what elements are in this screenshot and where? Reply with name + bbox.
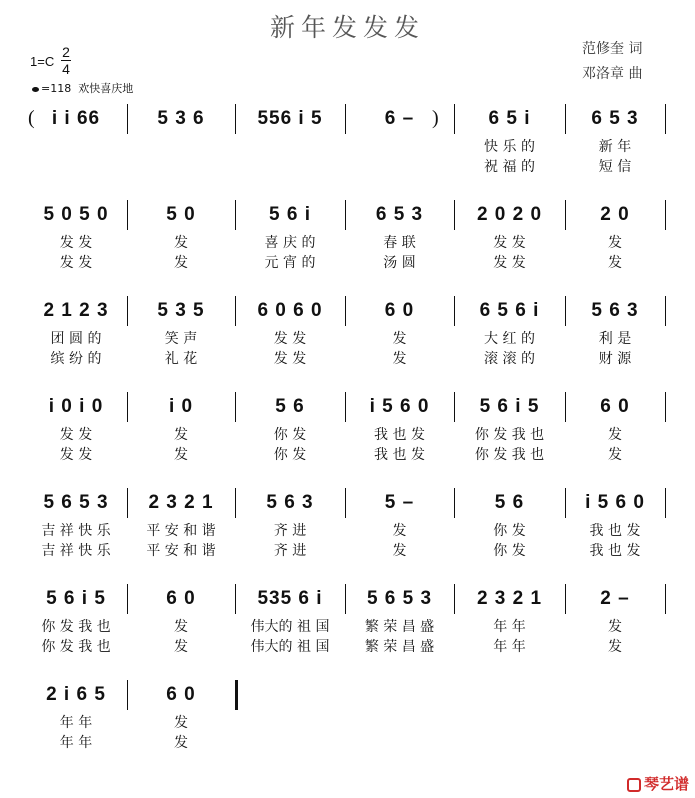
- measure-notes: 6 5 6 i: [479, 300, 540, 321]
- measure: [349, 388, 450, 478]
- measure: [131, 100, 231, 190]
- measure-notes: 5 0: [166, 204, 196, 225]
- measure-notes: i 5 6 0: [369, 396, 430, 417]
- barline: [665, 296, 666, 326]
- barline: [565, 296, 566, 326]
- tempo-marking: [32, 80, 133, 96]
- lyric-verse-2: 发: [608, 255, 622, 271]
- measure-notes: 2 3 2 1: [148, 492, 214, 513]
- lyric-verse-1: 大 红 的: [484, 331, 535, 347]
- lyric-verse-1: 你 发: [493, 523, 526, 539]
- staff-system: [0, 388, 695, 478]
- measure-notes: 6 –: [384, 108, 415, 129]
- quarter-note-icon: [32, 87, 39, 92]
- barline: [565, 104, 566, 134]
- measure-notes: 5 6 i 5: [479, 396, 540, 417]
- staff-system: [0, 292, 695, 382]
- measure: [239, 292, 341, 382]
- watermark-logo: [627, 773, 689, 794]
- barline: [127, 584, 128, 614]
- lyric-verse-1: 发: [174, 235, 188, 251]
- lyric-verse-2: 发: [608, 639, 622, 655]
- lyric-verse-2: 伟大的 祖 国: [250, 639, 330, 655]
- lyric-verse-2: 发: [174, 447, 188, 463]
- time-denominator: 4: [62, 61, 70, 77]
- lyric-verse-1: 发 发: [59, 427, 93, 443]
- lyric-verse-2: 我 也 发: [374, 447, 425, 463]
- lyric-verse-2: 繁 荣 昌 盛: [364, 639, 435, 655]
- lyric-verse-1: [239, 137, 341, 155]
- final-barline: [235, 680, 238, 710]
- measure: [569, 388, 661, 478]
- time-numerator: 2: [62, 44, 70, 60]
- lyric-verse-2: 发: [174, 735, 188, 751]
- barline: [127, 104, 128, 134]
- intro-open-paren: (: [28, 107, 35, 129]
- lyric-verse-2: 发 发: [59, 447, 93, 463]
- barline: [235, 488, 236, 518]
- lyric-verse-2: [349, 157, 450, 175]
- lyric-verse-2: [239, 157, 341, 175]
- measure: [458, 100, 561, 190]
- lyric-verse-2: 年 年: [59, 735, 93, 751]
- staff-system: [0, 484, 695, 574]
- measure-notes: 6 0: [384, 300, 415, 321]
- measure: [29, 196, 123, 286]
- lyric-verse-1: 发: [174, 619, 188, 635]
- measure: [131, 292, 231, 382]
- lyric-verse-2: 祝 福 的: [484, 159, 535, 175]
- measure-notes: 6 5 3: [591, 108, 639, 129]
- measure-notes: 5 6 5 3: [43, 492, 109, 513]
- measure: [349, 484, 450, 574]
- lyric-verse-1: 吉 祥 快 乐: [41, 523, 111, 539]
- lyric-verse-2: 吉 祥 快 乐: [41, 543, 111, 559]
- lyric-verse-1: 我 也 发: [589, 523, 641, 539]
- tempo-expression: 欢快喜庆地: [78, 82, 134, 95]
- lyric-verse-2: 你 发 我 也: [41, 639, 111, 655]
- lyric-verse-2: 平 安 和 谐: [146, 543, 216, 559]
- barline: [345, 488, 346, 518]
- measure-notes: i i 66: [51, 108, 101, 129]
- measure: [131, 580, 231, 670]
- lyric-verse-2: 你 发: [493, 543, 526, 559]
- tempo-value: =118: [41, 82, 72, 95]
- measure: [569, 580, 661, 670]
- barline: [454, 392, 455, 422]
- measure: [239, 388, 341, 478]
- lyric-verse-1: 笑 声: [164, 331, 198, 347]
- measure-notes: 6 0 6 0: [257, 300, 323, 321]
- lyric-verse-2: 发: [392, 351, 407, 367]
- barline: [235, 200, 236, 230]
- measure: [29, 676, 123, 766]
- measure: [239, 484, 341, 574]
- measure-notes: 2 –: [600, 588, 630, 609]
- measure: [131, 676, 231, 766]
- measure: [569, 100, 661, 190]
- measure: [29, 580, 123, 670]
- measure: [239, 100, 341, 190]
- lyric-verse-2: 滚 滚 的: [484, 351, 535, 367]
- intro-close-paren: ): [432, 107, 439, 129]
- lyric-verse-2: 发: [174, 255, 188, 271]
- measure-notes: 5 6: [275, 396, 305, 417]
- barline: [665, 488, 666, 518]
- lyric-verse-1: 平 安 和 谐: [146, 523, 216, 539]
- measure-notes: 5 6 i: [269, 204, 311, 225]
- lyric-verse-1: 利 是: [598, 331, 632, 347]
- measure-notes: 2 0: [600, 204, 630, 225]
- measure: [131, 388, 231, 478]
- measure: [131, 196, 231, 286]
- lyric-verse-2: 元 宵 的: [264, 255, 316, 271]
- lyric-verse-1: 新 年: [598, 139, 632, 155]
- barline: [345, 296, 346, 326]
- lyric-verse-1: [131, 137, 231, 155]
- barline: [345, 392, 346, 422]
- lyric-verse-1: 你 发: [273, 427, 307, 443]
- lyric-verse-1: 团 圆 的: [50, 331, 102, 347]
- barline: [235, 392, 236, 422]
- lyric-verse-2: 发 发: [273, 351, 307, 367]
- measure: [458, 292, 561, 382]
- lyric-verse-1: 发 发: [273, 331, 307, 347]
- lyric-verse-1: 发: [608, 235, 622, 251]
- measure-notes: 535 6 i: [257, 588, 323, 609]
- lyric-verse-2: 发: [608, 447, 622, 463]
- measure: [29, 100, 123, 190]
- barline: [665, 584, 666, 614]
- barline: [454, 584, 455, 614]
- lyric-verse-1: 发: [174, 715, 188, 731]
- measure-notes: 5 6 5 3: [366, 588, 433, 609]
- measure-notes: 6 5 3: [375, 204, 424, 225]
- lyric-verse-1: [29, 137, 123, 155]
- measure-notes: 6 0: [166, 588, 196, 609]
- barline: [127, 200, 128, 230]
- lyric-verse-2: 汤 圆: [383, 255, 416, 271]
- measure-notes: i 0: [168, 396, 194, 417]
- lyric-verse-2: 发: [174, 639, 188, 655]
- barline: [665, 104, 666, 134]
- lyric-verse-1: 春 联: [383, 235, 416, 251]
- measure: [29, 388, 123, 478]
- lyric-verse-1: 伟大的 祖 国: [250, 619, 330, 635]
- barline: [665, 200, 666, 230]
- logo-icon: [627, 778, 641, 792]
- barline: [565, 392, 566, 422]
- measure: [29, 292, 123, 382]
- measure: [29, 484, 123, 574]
- barline: [565, 488, 566, 518]
- barline: [454, 200, 455, 230]
- lyric-verse-1: 发 发: [59, 235, 93, 251]
- lyric-verse-2: 发 发: [59, 255, 93, 271]
- measure: [569, 196, 661, 286]
- staff-system: [0, 196, 695, 286]
- staff-system: [0, 580, 695, 670]
- lyric-verse-1: 年 年: [59, 715, 93, 731]
- measure-notes: 5 6: [494, 492, 525, 513]
- time-signature: [60, 44, 72, 77]
- barline: [345, 584, 346, 614]
- lyricist-credit: 范修奎 词: [582, 41, 643, 57]
- measure: [349, 196, 450, 286]
- composer-credit: 邓洛章 曲: [582, 66, 643, 82]
- measure-notes: 5 3 5: [157, 300, 205, 321]
- barline: [127, 296, 128, 326]
- lyric-verse-1: 发: [608, 619, 622, 635]
- lyric-verse-1: 你 发 我 也: [41, 619, 111, 635]
- lyric-verse-1: 年 年: [493, 619, 526, 635]
- barline: [345, 200, 346, 230]
- measure: [131, 484, 231, 574]
- lyric-verse-2: 财 源: [598, 351, 632, 367]
- measure-notes: 556 i 5: [257, 108, 323, 129]
- barline: [345, 104, 346, 134]
- barline: [127, 680, 128, 710]
- measure-notes: 2 i 6 5: [46, 684, 106, 705]
- measure-notes: 5 –: [384, 492, 415, 513]
- lyric-verse-2: 你 发: [273, 447, 307, 463]
- measure: [349, 580, 450, 670]
- barline: [565, 200, 566, 230]
- lyric-verse-2: 短 信: [598, 159, 632, 175]
- key-signature: 1=C: [30, 54, 55, 69]
- barline: [565, 584, 566, 614]
- barline: [127, 392, 128, 422]
- lyric-verse-1: 发: [392, 331, 407, 347]
- measure: [458, 484, 561, 574]
- measure-notes: 5 6 i 5: [46, 588, 106, 609]
- lyric-verse-1: 快 乐 的: [484, 139, 535, 155]
- staff-system: [0, 100, 695, 190]
- lyric-verse-1: 繁 荣 昌 盛: [364, 619, 435, 635]
- lyric-verse-2: 年 年: [493, 639, 526, 655]
- measure-notes: i 5 6 0: [585, 492, 645, 513]
- lyric-verse-1: 齐 进: [273, 523, 307, 539]
- lyric-verse-2: 我 也 发: [589, 543, 641, 559]
- barline: [454, 104, 455, 134]
- lyric-verse-1: 发: [174, 427, 188, 443]
- barline: [235, 296, 236, 326]
- lyric-verse-2: 缤 纷 的: [50, 351, 102, 367]
- measure-notes: 5 0 5 0: [43, 204, 109, 225]
- barline: [454, 296, 455, 326]
- watermark-text: 琴艺谱: [643, 775, 689, 793]
- measure-notes: 6 5 i: [488, 108, 531, 129]
- measure-notes: 5 6 3: [266, 492, 314, 513]
- lyric-verse-1: 发: [392, 523, 407, 539]
- measure: [349, 292, 450, 382]
- barline: [454, 488, 455, 518]
- lyric-verse-1: 发 发: [493, 235, 526, 251]
- barline: [665, 392, 666, 422]
- measure: [458, 196, 561, 286]
- lyric-verse-2: 发: [392, 543, 407, 559]
- lyric-verse-1: 发: [608, 427, 622, 443]
- barline: [235, 584, 236, 614]
- lyric-verse-1: 喜 庆 的: [264, 235, 316, 251]
- barline: [235, 104, 236, 134]
- measure: [458, 388, 561, 478]
- lyric-verse-2: 发 发: [493, 255, 526, 271]
- song-title: 新年发发发: [269, 13, 425, 42]
- measure: [569, 292, 661, 382]
- measure-notes: 2 1 2 3: [43, 300, 109, 321]
- lyric-verse-1: 你 发 我 也: [474, 427, 545, 443]
- staff-system: [0, 676, 695, 766]
- measure-notes: 2 3 2 1: [476, 588, 543, 609]
- lyric-verse-2: [29, 157, 123, 175]
- lyric-verse-1: [349, 137, 450, 155]
- lyric-verse-1: 我 也 发: [374, 427, 425, 443]
- lyric-verse-2: 你 发 我 也: [474, 447, 545, 463]
- measure: [239, 196, 341, 286]
- measure-notes: i 0 i 0: [48, 396, 104, 417]
- lyric-verse-2: 礼 花: [164, 351, 198, 367]
- measure-notes: 5 3 6: [157, 108, 205, 129]
- measure-notes: 5 6 3: [591, 300, 639, 321]
- barline: [127, 488, 128, 518]
- lyric-verse-2: [131, 157, 231, 175]
- measure: [239, 580, 341, 670]
- measure-notes: 2 0 2 0: [476, 204, 543, 225]
- measure: [569, 484, 661, 574]
- measure: [458, 580, 561, 670]
- measure-notes: 6 0: [600, 396, 630, 417]
- lyric-verse-2: 齐 进: [273, 543, 307, 559]
- measure-notes: 6 0: [166, 684, 196, 705]
